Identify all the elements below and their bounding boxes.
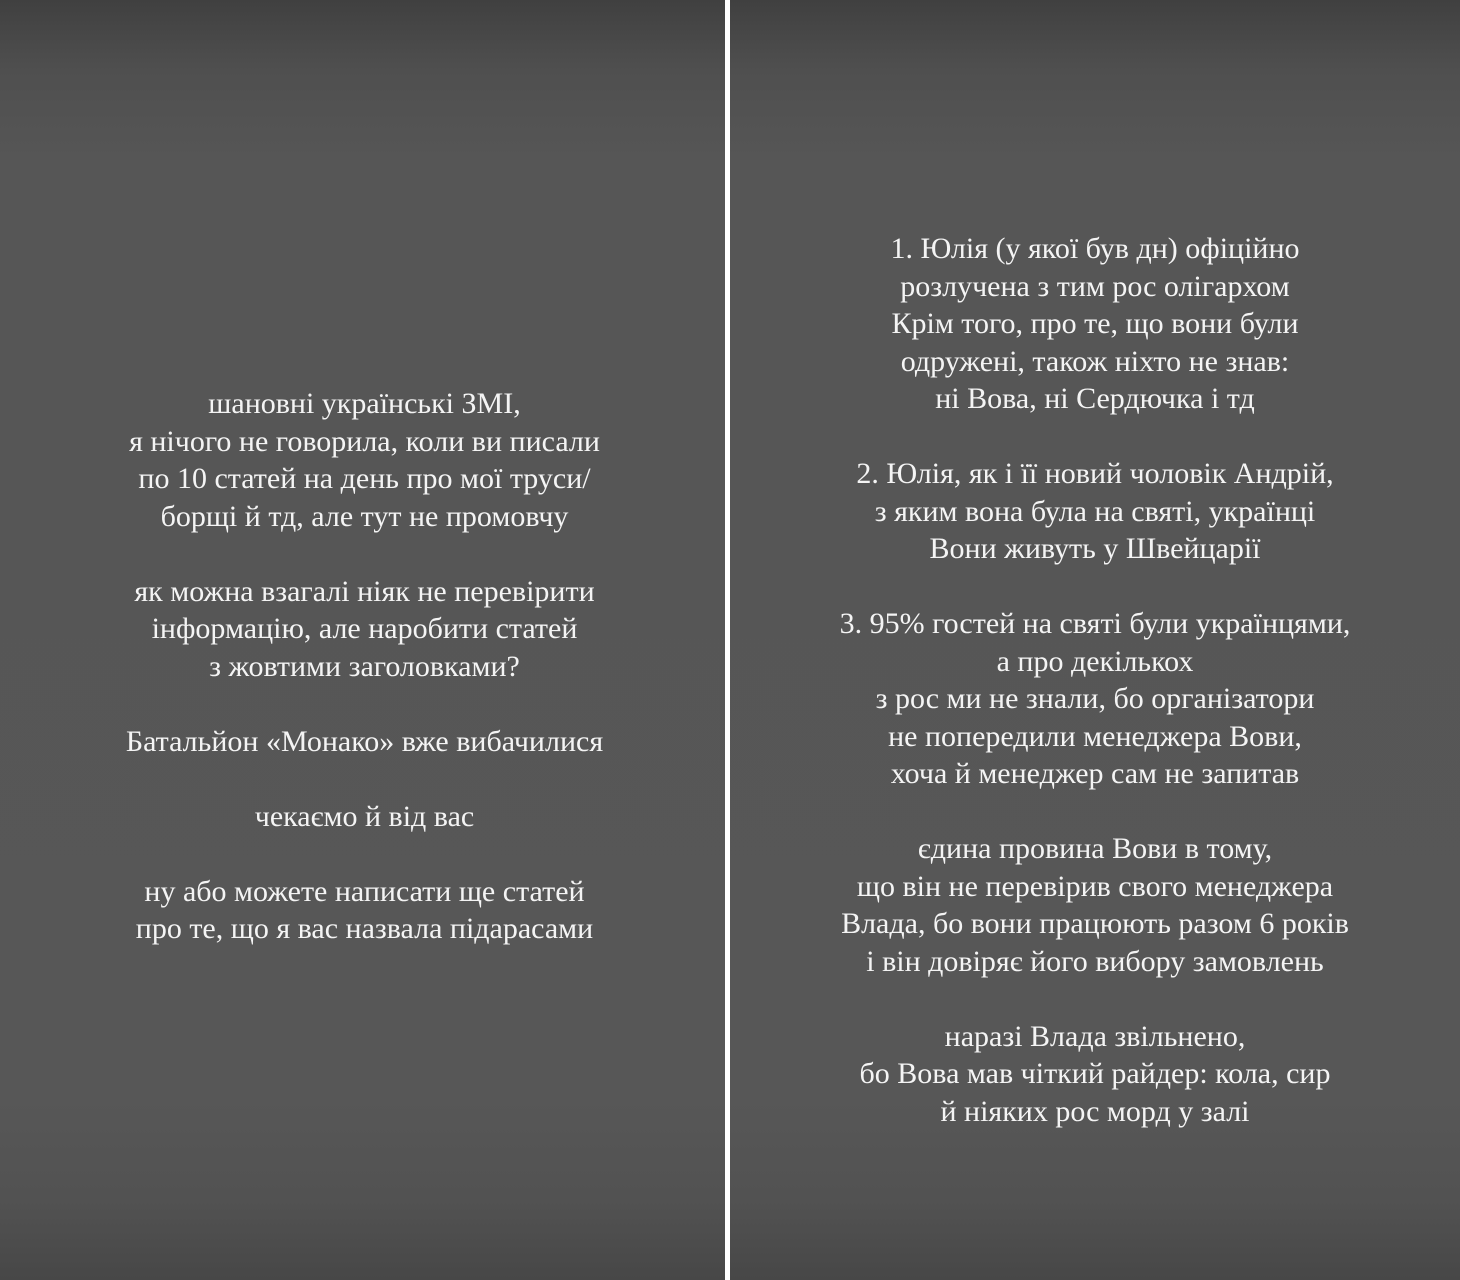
story-text-line: ні Вова, ні Сердючка і тд: [935, 382, 1255, 415]
story-panel-right: [730, 0, 1460, 1280]
story-text-line: з яким вона була на святі, українці: [874, 494, 1316, 528]
story-text-line: не попередили менеджера Вови,: [888, 719, 1302, 753]
story-text-line: чекаємо й від вас: [254, 799, 475, 833]
paragraph-gap: [730, 980, 1460, 1018]
story-text-line: про те, що я вас назвала підарасами: [135, 912, 594, 945]
paragraph-gap: [730, 568, 1460, 606]
story-text-line: Батальйон «Монако» вже вибачилися: [125, 724, 604, 758]
story-text-left: [4, 385, 725, 948]
story-text-line: шановні українські ЗМІ,: [208, 387, 521, 420]
paragraph-gap: [730, 793, 1460, 831]
story-text-line: Влада, бо вони працюють разом 6 років: [841, 907, 1349, 940]
story-text-line: ну або можете написати ще статей: [144, 874, 585, 908]
story-text-line: Вони живуть у Швейцарії: [929, 532, 1261, 565]
story-text-line: одружені, також ніхто не знав:: [900, 344, 1290, 378]
paragraph-gap: [4, 535, 725, 573]
story-panel-left: [0, 0, 725, 1280]
story-text-line: як можна взагалі ніяк не перевірити: [134, 574, 595, 608]
story-text-line: з жовтими заголовками?: [209, 649, 520, 683]
story-text-line: хоча й менеджер сам не запитав: [890, 757, 1300, 790]
paragraph-gap: [4, 685, 725, 723]
story-text-line: бо Вова мав чіткий райдер: кола, сир: [859, 1057, 1331, 1090]
paragraph-gap: [730, 418, 1460, 456]
story-text-line: з рос ми не знали, бо організатори: [875, 682, 1315, 715]
story-text-line: і він довіряє його вибору замовлень: [866, 944, 1324, 978]
paragraph-gap: [4, 760, 725, 798]
story-text-line: й ніяких рос морд у залі: [940, 1094, 1250, 1128]
story-text-right: [730, 230, 1460, 1130]
story-text-line: я нічого не говорила, коли ви писали: [129, 424, 600, 458]
story-text-line: Крім того, про те, що вони були: [891, 307, 1299, 340]
paragraph-gap: [4, 835, 725, 873]
story-text-line: 1. Юлія (у якої був дн) офіційно: [890, 232, 1300, 265]
story-text-line: наразі Влада звільнено,: [944, 1019, 1246, 1053]
story-text-line: а про декількох: [996, 644, 1194, 678]
story-text-line: єдина провина Вови в тому,: [917, 832, 1273, 865]
story-text-line: по 10 статей на день про мої труси/: [138, 462, 591, 495]
story-text-line: 3. 95% гостей на святі були українцями,: [839, 607, 1351, 640]
story-text-line: борщі й тд, але тут не промовчу: [160, 499, 569, 533]
story-text-line: що він не перевірив свого менеджера: [856, 869, 1334, 903]
story-text-line: інформацію, але наробити статей: [151, 612, 578, 645]
story-text-line: 2. Юлія, як і її новий чоловік Андрій,: [856, 457, 1334, 490]
story-text-line: розлучена з тим рос олігархом: [900, 269, 1290, 303]
